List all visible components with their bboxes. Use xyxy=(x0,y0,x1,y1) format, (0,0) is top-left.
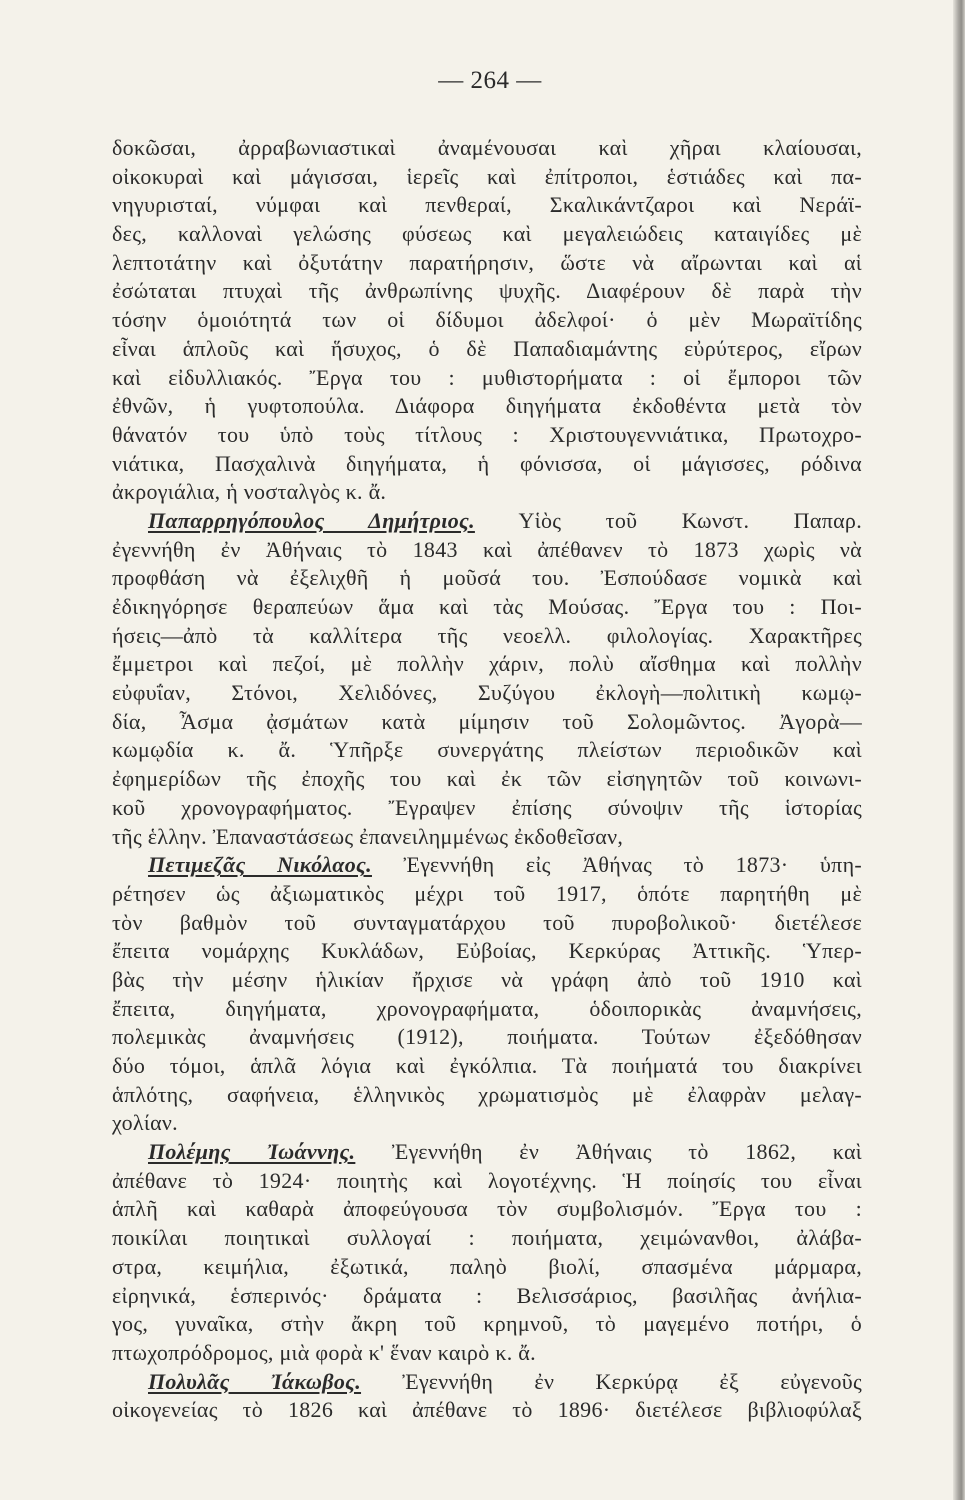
text-line: οἰκογενείας τὸ 1826 καὶ ἀπέθανε τὸ 1896· διετέλεσε βιβλιοφύλαξ xyxy=(112,1397,862,1423)
text-line: νηγυρισταί, νύμφαι καὶ πενθεραί, Σκαλικάντζαροι καὶ Νεράϊ- xyxy=(112,192,862,218)
text-line: προφθάση νὰ ἐξελιχθῆ ἡ μοῦσά του. Ἐσπούδασε νομικὰ καὶ xyxy=(112,565,862,591)
text-line: ἁπλότης, σαφήνεια, ἑλληνικὸς χρωματισμὸς μὲ ἐλαφρὰν μελαγ- xyxy=(112,1081,862,1107)
text-line: εἶναι ἁπλοῦς καὶ ἥσυχος, ὁ δὲ Παπαδιαμάντης εὐρύτερος, εἴρων xyxy=(112,335,862,361)
text-line: ἐσώταται πτυχαὶ τῆς ἀνθρωπίνης ψυχῆς. Διαφέρουν δὲ παρὰ τὴν xyxy=(112,278,862,304)
text-line: ἔπειτα, διηγήματα, χρονογραφήματα, ὁδοιπορικὰς ἀναμνήσεις, xyxy=(112,995,862,1021)
entry-text: Ἐγεννήθη εἰς Ἀθήνας τὸ 1873· ὑπη- xyxy=(403,852,862,878)
page-number: — 264 — xyxy=(438,67,542,94)
text-line: τῆς ἑλλην. Ἐπαναστάσεως ἐπανειλημμένως ἐκδοθεῖσαν, xyxy=(112,823,624,849)
text-line: εὐφυΐαν, Στόνοι, Χελιδόνες, Συζύγου ἐκλογὴ—πολιτικὴ κωμῳ- xyxy=(112,680,862,706)
text-line: εἰρηνικά, ἑσπερινός· δράματα : Βελισσάριος, βασιλῆας ἀνήλια- xyxy=(112,1282,862,1308)
entry-text: Ἐγεννήθη ἐν Ἀθήναις τὸ 1862, καὶ xyxy=(391,1139,862,1165)
text-line: ἀπέθανε τὸ 1924· ποιητὴς καὶ λογοτέχνης. Ἡ ποίησίς του εἶναι xyxy=(112,1167,862,1193)
text-line: ρέτησεν ὡς ἀξιωματικὸς μέχρι τοῦ 1917, ὁπότε παρητήθη μὲ xyxy=(112,880,862,906)
text-line: ποικίλαι ποιητικαὶ συλλογαί : ποιήματα, χειμώνανθοι, ἀλάβα- xyxy=(112,1225,862,1251)
entry-name: Πετιμεζᾶς Νικόλαος. xyxy=(148,852,372,878)
body-text xyxy=(112,134,862,1425)
text-line: πολεμικὰς ἀναμνήσεις (1912), ποιήματα. Τούτων ἐξεδόθησαν xyxy=(112,1024,862,1050)
text-line: γος, γυναῖκα, στὴν ἄκρη τοῦ κρημνοῦ, τὸ μαγεμένο ποτήρι, ὁ xyxy=(112,1311,862,1337)
entry-name: Πολυλᾶς Ἰάκωβος. xyxy=(148,1368,362,1394)
text-line: τόσην ὁμοιότητά των οἱ δίδυμοι ἀδελφοί· ὁ μὲν Μωραϊτίδης xyxy=(112,307,862,333)
text-line: δύο τόμοι, ἁπλᾶ λόγια καὶ ἐγκόλπια. Τὰ ποιήματά του διακρίνει xyxy=(112,1053,862,1078)
entry-name: Πολέμης Ἰωάννης. xyxy=(148,1139,356,1165)
text-line: ἐφημερίδων τῆς ἐποχῆς του καὶ ἐκ τῶν εἰσηγητῶν τοῦ κοινωνι- xyxy=(112,766,862,792)
text-line: τὸν βαθμὸν τοῦ συνταγματάρχου τοῦ πυροβολικοῦ· διετέλεσε xyxy=(112,909,862,935)
text-line: στρα, κειμήλια, ἐξωτικά, παληὸ βιολί, σπασμένα μάρμαρα, xyxy=(112,1253,862,1279)
text-line: λεπτοτάτην καὶ ὀξυτάτην παρατήρησιν, ὥστε νὰ αἴρωνται καὶ αἱ xyxy=(112,249,862,275)
text-line: ἁπλῆ καὶ καθαρὰ ἀποφεύγουσα τὸν συμβολισμόν. Ἔργα του : xyxy=(112,1196,862,1222)
text-line: ἔμμετροι καὶ πεζοί, μὲ πολλὴν χάριν, πολὺ αἴσθημα καὶ πολλὴν xyxy=(112,651,862,677)
text-line: χολίαν. xyxy=(112,1110,178,1136)
text-line: ἐδικηγόρησε θεραπεύων ἅμα καὶ τὰς Μούσας. Ἔργα του : Ποι- xyxy=(112,594,862,619)
scan-edge xyxy=(953,0,965,1500)
text-line: καὶ εἰδυλλιακός. Ἔργα του : μυθιστορήματα : οἱ ἔμποροι τῶν xyxy=(112,364,862,390)
text-line: πτωχοπρόδρομος, μιὰ φορὰ κ' ἕναν καιρὸ κ. ἄ. xyxy=(112,1339,536,1365)
text-line: δοκῶσαι, ἀρραβωνιαστικαὶ ἀναμένουσαι καὶ χῆραι κλαίουσαι, xyxy=(112,135,862,160)
entry-heading-line xyxy=(112,1368,862,1397)
entry-heading-line xyxy=(112,507,862,536)
text-line: ἐγεννήθη ἐν Ἀθήναις τὸ 1843 καὶ ἀπέθανεν τὸ 1873 χωρὶς νὰ xyxy=(112,536,862,562)
text-line: ἀκρογιάλια, ἡ νοσταλγὸς κ. ἄ. xyxy=(112,479,387,505)
text-line: κοῦ χρονογραφήματος. Ἔγραψεν ἐπίσης σύνοψιν τῆς ἱστορίας xyxy=(112,794,862,820)
text-line: κωμῳδία κ. ἄ. Ὑπῆρξε συνεργάτης πλείστων περιοδικῶν καὶ xyxy=(112,737,862,763)
entry-text: Υἱὸς τοῦ Κωνστ. Παπαρ. xyxy=(518,507,862,533)
text-line: δες, καλλοναὶ γελώσης φύσεως καὶ μεγαλειώδεις καταιγίδες μὲ xyxy=(112,221,862,247)
text-line: ἐθνῶν, ἡ γυφτοπούλα. Διάφορα διηγήματα ἐκδοθέντα μετὰ τὸν xyxy=(112,393,862,419)
entry-heading-line xyxy=(112,851,862,880)
entry-heading-line xyxy=(112,1138,862,1167)
text-line: θάνατόν του ὑπὸ τοὺς τίτλους : Χριστουγεννιάτικα, Πρωτοχρο- xyxy=(112,421,862,447)
text-line: βὰς τὴν μέσην ἡλικίαν ἤρχισε νὰ γράφη ἀπὸ τοῦ 1910 καὶ xyxy=(112,966,862,992)
entry-name: Παπαρρηγόπουλος Δημήτριος. xyxy=(148,507,475,533)
text-line: νιάτικα, Πασχαλινὰ διηγήματα, ἡ φόνισσα, οἱ μάγισσες, ρόδινα xyxy=(112,450,862,476)
text-line: ἔπειτα νομάρχης Κυκλάδων, Εὐβοίας, Κερκύρας Ἀττικῆς. Ὑπερ- xyxy=(112,938,862,964)
entry-text: Ἐγεννήθη ἐν Κερκύρᾳ ἐξ εὐγενοῦς xyxy=(402,1368,862,1394)
text-line: δία, Ἆσμα ᾀσμάτων κατὰ μίμησιν τοῦ Σολομῶντος. Ἀγορὰ— xyxy=(112,708,862,734)
text-line: ήσεις—ἀπὸ τὰ καλλίτερα τῆς νεοελλ. φιλολογίας. Χαρακτῆρες xyxy=(112,622,862,648)
text-line: οἰκοκυραὶ καὶ μάγισσαι, ἱερεῖς καὶ ἐπίτροποι, ἑστιάδες καὶ πα- xyxy=(112,163,862,189)
